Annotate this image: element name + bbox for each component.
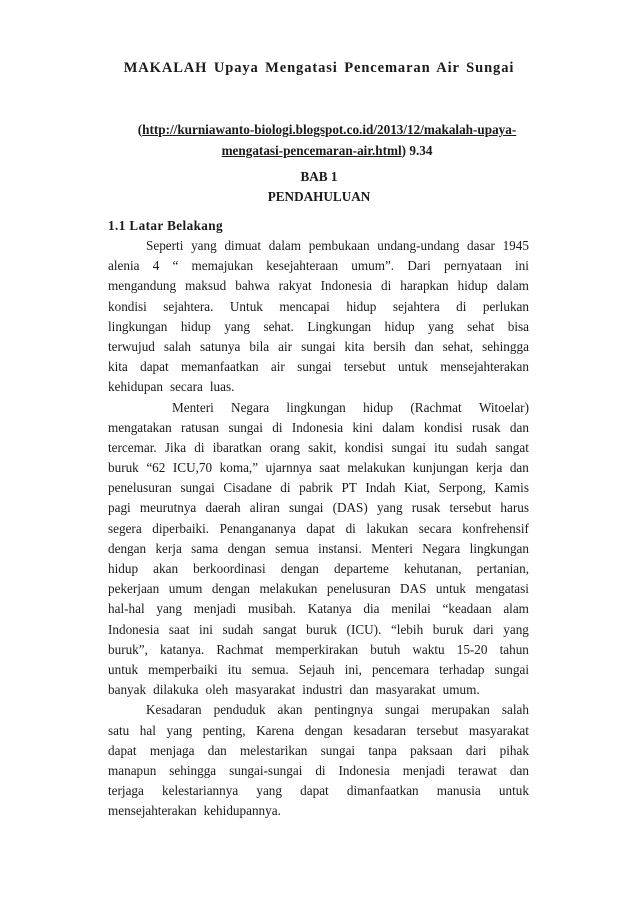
body-word: hidup (108, 561, 139, 576)
body-word: tersebut (449, 500, 492, 516)
body-line (108, 700, 529, 720)
body-word: hidup (363, 399, 394, 415)
body-word: tersebut (416, 722, 459, 738)
body-word: dimanfaatkan (346, 783, 419, 799)
body-word: mengandung (108, 278, 177, 294)
body-word: dasar (467, 238, 495, 253)
body-word: buruk”, (108, 641, 148, 657)
body-word: 15-20 (456, 641, 488, 657)
body-word: lingkungan (286, 399, 346, 415)
body-word: katanya. (160, 641, 205, 657)
body-word: satunya (200, 338, 241, 354)
body-word: tanpa (368, 742, 397, 758)
body-word: diperbaiki. (152, 520, 210, 536)
body-word: (ICU). (346, 621, 382, 637)
body-word: terjaga (108, 783, 144, 799)
body-word: Seperti (146, 238, 184, 253)
body-word: orang (269, 439, 300, 455)
body-word: maksud (185, 278, 227, 294)
body-line (108, 519, 529, 539)
body-word: terwujud (108, 338, 155, 354)
body-word: Kamis (494, 480, 529, 496)
body-word: mensejahterakan (108, 803, 197, 819)
body-word: ini, (344, 661, 362, 677)
body-word: untuk (498, 783, 529, 799)
body-word: Negara (231, 399, 270, 415)
body-word: kesejahteraan (266, 258, 339, 274)
body-word: Indah (365, 480, 396, 496)
source-reference (112, 119, 542, 161)
body-word: pabrik (299, 480, 333, 496)
body-word: sungai (228, 419, 263, 435)
body-word: Indonesia (291, 419, 344, 435)
body-word: daerah (205, 500, 241, 516)
body-line (108, 660, 529, 680)
body-line (108, 579, 529, 599)
body-word: itu (227, 661, 242, 677)
body-word: oleh (205, 682, 229, 698)
body-word: dia (363, 601, 380, 617)
chapter-number: BAB 1 (300, 169, 338, 184)
body-word: kita (344, 338, 365, 354)
body-word: yang (376, 500, 403, 516)
body-word: Menteri (371, 540, 413, 556)
source-url-part1[interactable]: http://kurniawanto-biologi.blogspot.co.id/2013/12/makalah-upaya- (142, 122, 517, 137)
body-word: dengan (227, 540, 266, 556)
body-word: ratusan (181, 419, 220, 435)
body-word: merupakan (431, 702, 490, 718)
body-word: pihak (499, 742, 529, 758)
body-word: dengan (304, 722, 343, 738)
body-word: untuk (397, 359, 428, 375)
body-word: Indonesia (338, 762, 390, 778)
body-word: kunjungan (412, 460, 469, 476)
body-word: pembukaan (308, 238, 370, 253)
body-line (108, 458, 529, 478)
body-line (108, 337, 529, 357)
body-word: dan (414, 338, 434, 354)
body-word: mengatasi (475, 581, 529, 597)
body-word: memajukan (191, 258, 254, 274)
body-word: semua (275, 540, 309, 556)
body-word: hal (139, 722, 156, 738)
body-word: air (270, 359, 285, 375)
body-word: hidup (384, 318, 415, 334)
body-word: yang (256, 783, 282, 799)
body-word: sehingga (169, 762, 217, 778)
body-word: dengan (211, 581, 251, 597)
body-word: ini (515, 258, 529, 274)
body-word: kelestariannya (162, 783, 239, 799)
body-word: “ (172, 258, 179, 274)
body-word: yang (166, 722, 193, 738)
body-word: dapat (140, 359, 169, 375)
body-word: Jika (164, 439, 187, 455)
body-word: paksaan (410, 742, 453, 758)
body-line (108, 317, 529, 337)
body-word: kerja (475, 460, 503, 476)
body-word: yang (503, 621, 529, 637)
body-word: dari (473, 621, 494, 637)
body-word: kini (352, 419, 373, 435)
body-word: akan (153, 561, 179, 576)
body-word: sangat (495, 439, 529, 455)
body-word: sungai (494, 661, 529, 677)
body-word: pagi (108, 500, 131, 516)
body-word: kondisi (344, 439, 384, 455)
body-word: dan (509, 419, 529, 435)
body-word: penting, (202, 722, 246, 738)
body-word: kehutanan, (404, 561, 462, 576)
body-word: harapkan (400, 278, 449, 294)
body-word: dan (509, 762, 529, 778)
body-word: sama (191, 540, 219, 556)
body-word: untuk (108, 661, 139, 677)
body-word: mengatakan (108, 419, 172, 435)
body-word: dan (207, 742, 227, 758)
body-word: Sejauh (298, 661, 335, 677)
body-word: rakyat (278, 278, 312, 294)
body-word: sejahtera (392, 298, 440, 314)
body-word: hidup (346, 298, 377, 314)
body-word: sungai (297, 359, 332, 375)
body-word: di (345, 520, 356, 536)
body-word: waktu (412, 641, 445, 657)
body-word: bahwa (235, 278, 270, 294)
body-word: “62 (146, 460, 166, 476)
body-word: sungai (320, 742, 356, 758)
document-title: MAKALAH Upaya Mengatasi Pencemaran Air Sungai (123, 60, 515, 76)
body-word: di (194, 439, 205, 455)
body-word: sehat (467, 318, 495, 334)
body-word: lingkungan (469, 540, 529, 556)
body-word: menjadi (402, 762, 446, 778)
body-word: secara (169, 379, 203, 395)
body-word: bila (249, 338, 270, 354)
body-word: dapat (108, 742, 137, 758)
body-word: buruk (306, 621, 337, 637)
body-word: manapun (108, 762, 157, 778)
body-word: salah (501, 702, 529, 718)
source-url-part2[interactable]: mengatasi-pencemaran-air.html (221, 143, 402, 158)
body-word: departeme (334, 561, 389, 576)
body-word: masyarakat (375, 682, 436, 698)
body-word: alenia (108, 258, 140, 274)
body-word: meurutnya (139, 500, 197, 516)
body-line (108, 236, 529, 256)
body-word: umum”. (351, 258, 395, 274)
body-word: melakukan (259, 581, 318, 597)
body-word: yang (156, 601, 182, 617)
body-word: industri (302, 682, 343, 698)
body-word: umum (168, 581, 203, 597)
body-word: satu (108, 722, 130, 738)
body-line (108, 539, 529, 559)
body-word: semua. (251, 661, 289, 677)
body-word: Penangananya (219, 520, 296, 536)
body-word: di (280, 480, 291, 496)
body-word: secara (418, 520, 452, 536)
body-word: sudah (222, 621, 254, 637)
body-word: Cisadane (223, 480, 272, 496)
chapter-title: PENDAHULUAN (267, 189, 371, 204)
body-word: kehidupannya. (203, 803, 281, 819)
body-word: lakukan (366, 520, 409, 536)
body-word: sungai (384, 702, 420, 718)
body-word: musibah. (247, 601, 296, 617)
body-word: di (456, 298, 467, 314)
body-word: dilakuka (153, 682, 199, 698)
body-word: sungai-sungai (229, 762, 303, 778)
body-line (108, 377, 529, 397)
body-word: dan (349, 682, 369, 698)
body-word: aliran (249, 500, 280, 516)
body-word: di (380, 278, 392, 294)
body-word: Witoelar) (478, 399, 529, 415)
body-word: sehat, (442, 338, 474, 354)
body-word: dengan (280, 561, 319, 576)
body-word: berkoordinasi (193, 561, 266, 576)
body-word: ICU,70 (172, 460, 213, 476)
body-word: bisa (507, 318, 529, 334)
body-line (108, 438, 529, 458)
body-word: Untuk (229, 298, 263, 314)
body-word: 4 (152, 258, 160, 274)
body-word: akan (277, 702, 303, 718)
body-word: di (315, 762, 326, 778)
body-word: perlukan (482, 298, 529, 314)
body-word: menjadi (193, 601, 237, 617)
body-word: tahun (499, 641, 529, 657)
body-word: tercemar. (108, 439, 157, 455)
body-word: menilai (391, 601, 431, 617)
body-word: dapat (306, 520, 335, 536)
body-word: sungai (391, 439, 426, 455)
body-word: sangat (262, 621, 297, 637)
body-word: rusak (472, 419, 501, 435)
body-line (108, 599, 529, 619)
body-word: undang-undang (377, 238, 460, 253)
body-word: Lingkungan (307, 318, 372, 334)
body-word: penduduk (213, 702, 266, 718)
body-word: sudah (456, 439, 488, 455)
body-word: konfrehensif (462, 520, 529, 536)
body-word: melestarikan (240, 742, 308, 758)
body-word: “keadaan (442, 601, 492, 617)
body-line (108, 498, 529, 518)
body-word: mencapai (279, 298, 330, 314)
body-word: PT (341, 480, 357, 496)
body-word: (DAS) (332, 500, 368, 516)
body-word: pernyataan (443, 258, 502, 274)
body-line (108, 297, 529, 317)
body-word: Rachmat (216, 641, 264, 657)
body-word: saat (168, 621, 190, 637)
body-line (108, 478, 529, 498)
body-word: ibaratkan (212, 439, 262, 455)
body-line (108, 680, 529, 700)
body-word: pekerjaan (108, 581, 160, 597)
source-suffix: ) 9.34 (401, 143, 433, 158)
body-word: air (278, 338, 293, 354)
body-word: lingkungan (108, 318, 168, 334)
body-word: “lebih (390, 621, 424, 637)
body-line (108, 276, 529, 296)
body-word: kehidupan (108, 379, 163, 395)
body-word: masyarakat (235, 682, 296, 698)
body-word: luas. (209, 379, 235, 395)
body-line (108, 398, 529, 418)
body-word: masyarakat (468, 722, 529, 738)
body-word: hidup (180, 318, 211, 334)
body-line (108, 357, 529, 377)
body-word: Kesadaran (146, 702, 202, 718)
body-word: umum. (442, 682, 480, 698)
body-word: segera (108, 520, 142, 536)
body-word: DAS (400, 581, 427, 597)
body-word: kita (108, 359, 128, 375)
body-word: memanfaatkan (180, 359, 259, 375)
body-word: kesadaran (353, 722, 407, 738)
body-word: sakit, (308, 439, 337, 455)
body-word: alam (503, 601, 529, 617)
body-word: bersih (373, 338, 406, 354)
body-word: dapat (300, 783, 329, 799)
body-word: hal-hal (108, 601, 145, 617)
body-word: saat (319, 460, 340, 476)
body-word: itu (434, 439, 449, 455)
body-word: koma,” (219, 460, 259, 476)
body-word: di (272, 419, 283, 435)
body-word: yang (428, 318, 454, 334)
body-word: sehingga (482, 338, 529, 354)
body-line (108, 721, 529, 741)
body-word: dalam (268, 238, 302, 253)
body-word: hidup (457, 278, 488, 294)
body-line (108, 256, 529, 276)
body-word: harus (500, 500, 529, 516)
body-word: dan (509, 460, 529, 476)
body-word: penelusuran (108, 480, 172, 496)
body-word: dalam (382, 419, 415, 435)
body-word: yang (224, 318, 250, 334)
body-word: sungai (301, 338, 336, 354)
body-word: terawat (458, 762, 497, 778)
body-line (108, 620, 529, 640)
body-word: manusia (436, 783, 481, 799)
body-word: buruk (432, 621, 464, 637)
body-word: dari (465, 742, 487, 758)
body-word: sejahtera. (163, 298, 214, 314)
body-word: kondisi (423, 419, 463, 435)
body-word: dengan (108, 540, 147, 556)
body-word: ujarnnya (265, 460, 312, 476)
body-word: untuk (435, 581, 466, 597)
body-word: pencemara (371, 661, 430, 677)
body-word: (Rachmat (410, 399, 462, 415)
body-word: kerja (155, 540, 182, 556)
body-word: salah (163, 338, 192, 354)
body-line (108, 640, 529, 660)
body-word: memperkirakan (275, 641, 359, 657)
body-word: sungai (288, 500, 324, 516)
body-word: Indonesia (108, 621, 160, 637)
body-line (108, 418, 529, 438)
body-word: buruk (108, 460, 139, 476)
body-word: pentingnya (314, 702, 373, 718)
body-word: menjaga (149, 742, 195, 758)
body-line (108, 781, 529, 801)
body-paragraphs (108, 236, 529, 821)
body-word: Negara (422, 540, 461, 556)
body-word: tersebut (343, 359, 386, 375)
body-word: ini (198, 621, 213, 637)
body-word: Katanya (307, 601, 352, 617)
body-word: Kiat, (404, 480, 431, 496)
body-word: Indonesia (320, 278, 372, 294)
body-word: pertanian, (476, 561, 529, 576)
body-word: rusak (411, 500, 441, 516)
body-word: banyak (108, 682, 147, 698)
body-word: 1945 (502, 238, 529, 253)
body-word: mensejahterakan (440, 359, 529, 375)
body-word: terhadap (439, 661, 485, 677)
body-word: penelusuran (326, 581, 391, 597)
body-word: memperbaiki (148, 661, 218, 677)
body-word: Menteri (172, 399, 214, 415)
body-word: dalam (496, 278, 529, 294)
body-word: dimuat (224, 238, 262, 253)
body-word: melakukan (347, 460, 406, 476)
body-line (108, 741, 529, 761)
body-line (108, 559, 529, 579)
body-word: instansi. (318, 540, 362, 556)
body-line (108, 761, 529, 781)
body-word: butuh (370, 641, 401, 657)
body-word: yang (191, 238, 217, 253)
body-word: Karena (256, 722, 295, 738)
section-heading: 1.1 Latar Belakang (108, 218, 224, 233)
body-word: sehat. (263, 318, 294, 334)
source-open-paren: ( (137, 122, 143, 137)
body-word: Serpong, (438, 480, 486, 496)
body-line (108, 801, 529, 821)
body-word: kondisi (108, 298, 147, 314)
body-word: Dari (407, 258, 431, 274)
body-word: sungai (180, 480, 215, 496)
